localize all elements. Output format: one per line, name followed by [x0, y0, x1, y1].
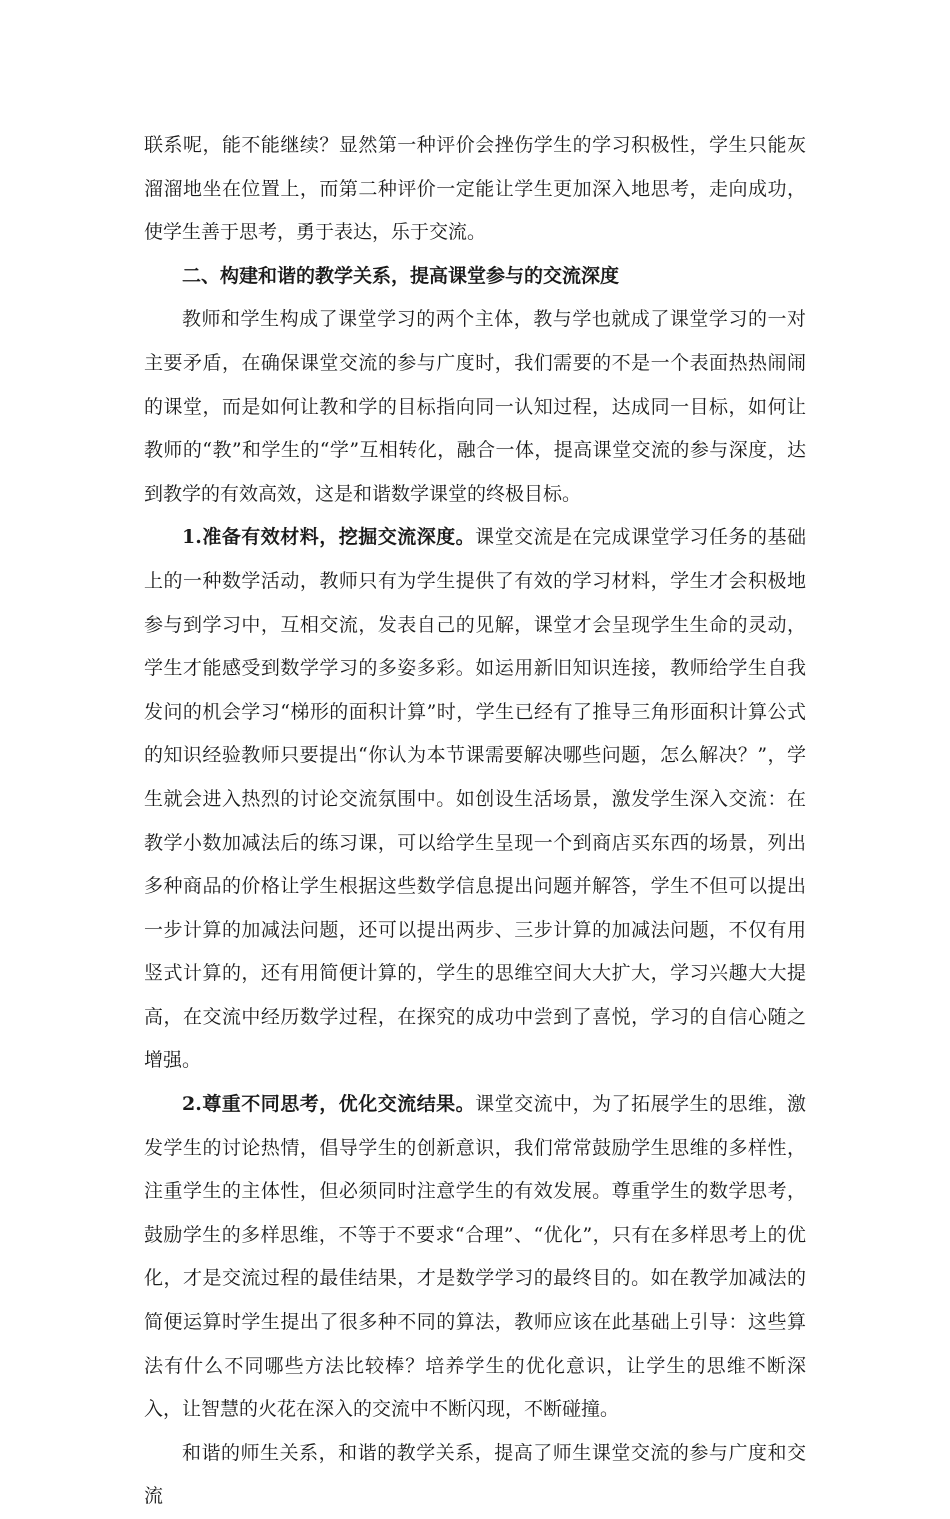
paragraph-1: 联系呢，能不能继续？显然第一种评价会挫伤学生的学习积极性，学生只能灰溜溜地坐在位置上，而第二种评价一定能让学生更加深入地思考，走向成功，使学生善于思考，勇于表达，乐于交流。 — [144, 134, 806, 244]
paragraph-4 — [144, 1083, 806, 1432]
paragraph-5: 和谐的师生关系，和谐的教学关系，提高了师生课堂交流的参与广度和交流 — [144, 1441, 806, 1508]
document-page — [144, 124, 806, 1519]
paragraph-3-body: 课堂交流是在完成课堂学习任务的基础上的一种数学活动，教师只有为学生提供了有效的学习材料，学生才会积极地参与到学习中，互相交流，发表自己的见解，课堂才会呈现学生生命的灵动，学生才能感受到数学学习的多姿多彩。如运用新旧知识连接，教师给学生自我发问的机会学习“梯形的面积计算”时，学生已经有了推导三角形面积计算公式的知识经验教师只要提出“你认为本节课需要解决哪些问题，怎么解决？”，学生就会进入热烈的讨论交流氛围中。如创设生活场景，激发学生深入交流：在教学小数加减法后的练习课，可以给学生呈现一个到商店买东西的场景，列出多种商品的价格让学生根据这些数学信息提出问题并解答，学生不但可以提出一步计算的加减法问题，还可以提出两步、三步计算的加减法问题，不仅有用竖式计算的，还有用简便计算的，学生的思维空间大大扩大，学习兴趣大大提高，在交流中经历数学过程，在探究的成功中尝到了喜悦，学习的自信心随之增强。 — [144, 526, 806, 1072]
section-heading-2: 二、构建和谐的教学关系，提高课堂参与的交流深度 — [182, 264, 620, 287]
paragraph-3 — [144, 516, 806, 1083]
paragraph-2: 教师和学生构成了课堂学习的两个主体，教与学也就成了课堂学习的一对主要矛盾，在确保课堂交流的参与广度时，我们需要的不是一个表面热热闹闹的课堂，而是如何让教和学的目标指向同一认知过程，达成同一目标，如何让教师的“教”和学生的“学”互相转化，融合一体，提高课堂交流的参与深度，达到教学的有效高效，这是和谐数学课堂的终极目标。 — [144, 308, 806, 505]
paragraph-4-lead: 2.尊重不同思考，优化交流结果。 — [182, 1093, 476, 1116]
paragraph-3-lead: 1.准备有效材料，挖掘交流深度。 — [182, 526, 476, 549]
paragraph-4-body: 课堂交流中，为了拓展学生的思维，激发学生的讨论热情，倡导学生的创新意识，我们常常鼓励学生思维的多样性，注重学生的主体性，但必须同时注意学生的有效发展。尊重学生的数学思考，鼓励学生的多样思维，不等于不要求“合理”、“优化”，只有在多样思考上的优化，才是交流过程的最佳结果，才是数学学习的最终目的。如在教学加减法的简便运算时学生提出了很多种不同的算法，教师应该在此基础上引导：这些算法有什么不同哪些方法比较棒？培养学生的优化意识，让学生的思维不断深入，让智慧的火花在深入的交流中不断闪现，不断碰撞。 — [144, 1093, 806, 1421]
